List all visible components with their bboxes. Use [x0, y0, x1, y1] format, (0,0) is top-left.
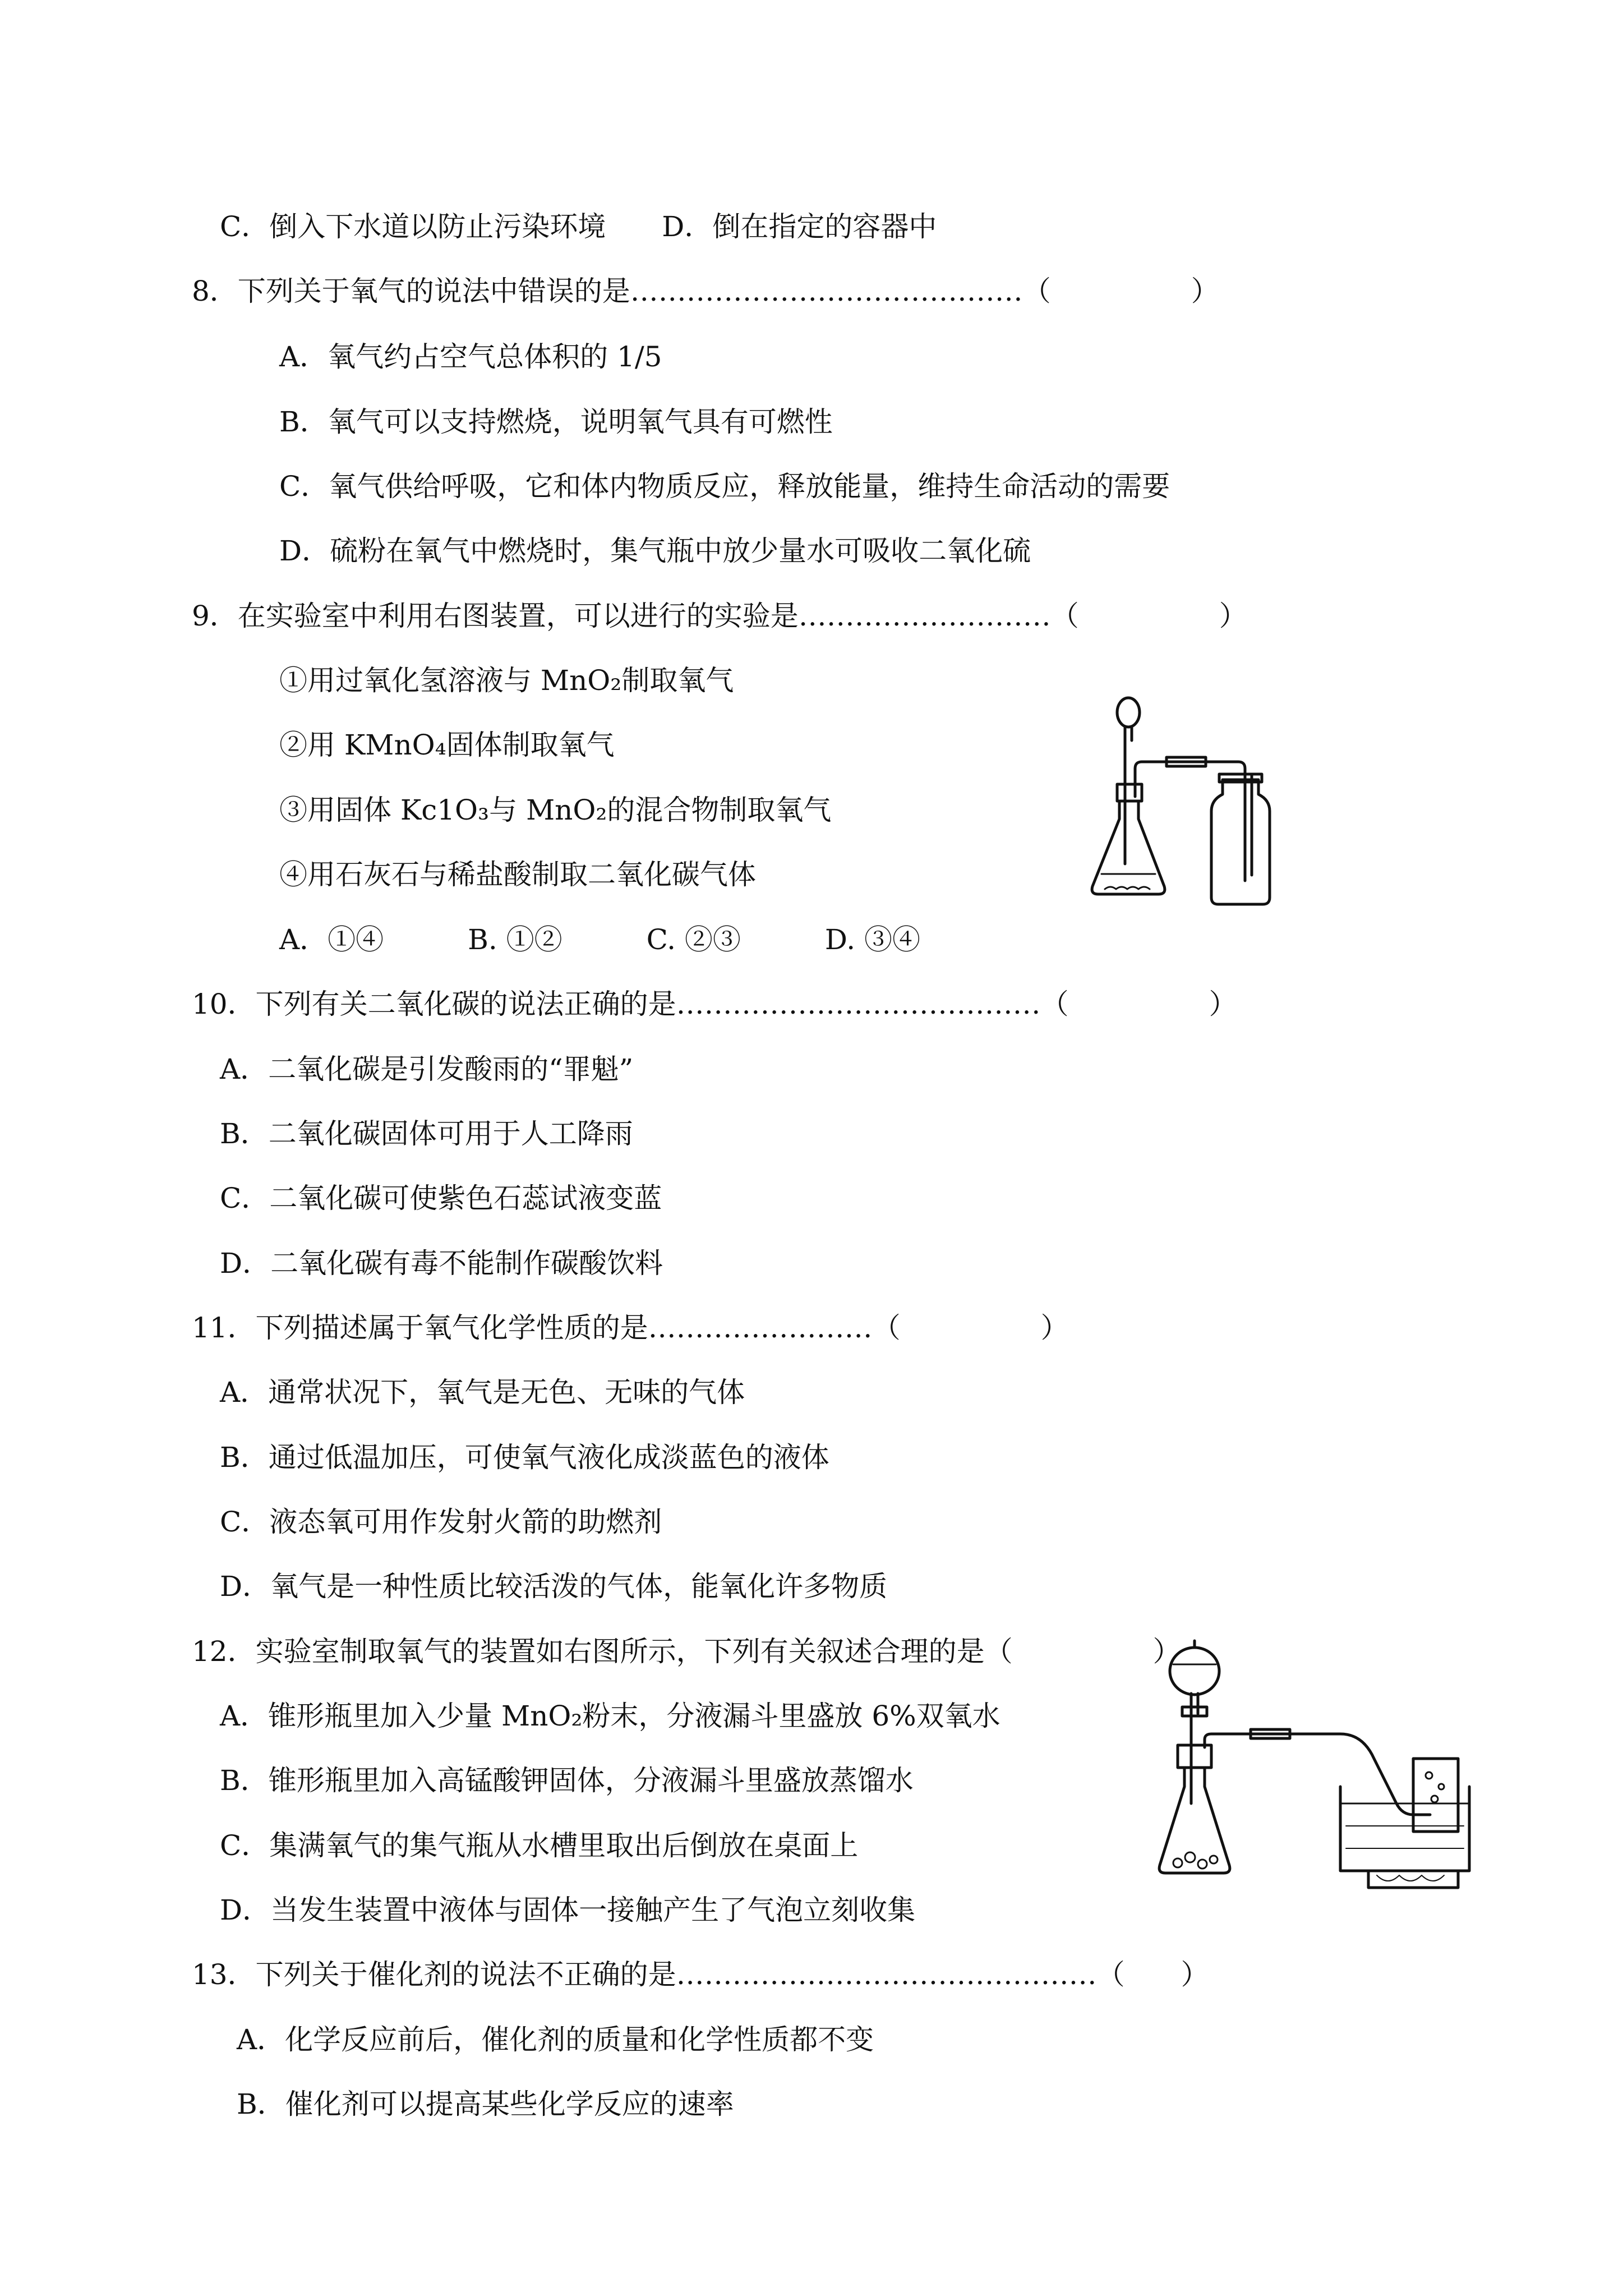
- question-11-stem: 11．下列描述属于氧气化学性质的是……………………（ ）: [192, 1312, 1069, 1344]
- question-12-option-d: D．当发生装置中液体与固体一接触产生了气泡立刻收集: [220, 1894, 916, 1926]
- question-8-option-d: D．硫粉在氧气中燃烧时，集气瓶中放少量水可吸收二氧化硫: [279, 535, 1031, 567]
- flask-stopper: [1178, 1745, 1211, 1768]
- question-9-item-1: ①用过氧化氢溶液与 MnO₂制取氧气: [279, 664, 734, 697]
- question-9-item-3: ③用固体 Kc1O₃与 MnO₂的混合物制取氧气: [279, 794, 832, 826]
- water-trough: [1340, 1787, 1469, 1871]
- question-12-option-c: C．集满氧气的集气瓶从水槽里取出后倒放在桌面上: [220, 1829, 859, 1862]
- question-12-option-b: B．锥形瓶里加入高锰酸钾固体，分液漏斗里盛放蒸馏水: [220, 1764, 914, 1797]
- separatory-funnel-bulb: [1170, 1648, 1219, 1695]
- q12-apparatus-drawing: [1155, 1635, 1481, 1899]
- q9-apparatus-drawing: [1088, 696, 1290, 914]
- question-8-option-c: C．氧气供给呼吸，它和体内物质反应，释放能量，维持生命活动的需要: [279, 470, 1170, 503]
- delivery-tube: [1205, 1734, 1430, 1815]
- flask-stopper: [1117, 784, 1142, 801]
- question-13-stem: 13．下列关于催化剂的说法不正确的是………………………………………（ ）: [192, 1958, 1209, 1991]
- question-9-stem: 9．在实验室中利用右图装置，可以进行的实验是………………………（ ）: [192, 600, 1247, 632]
- question-8-option-b: B．氧气可以支持燃烧，说明氧气具有可燃性: [279, 406, 833, 438]
- question-9-item-4: ④用石灰石与稀盐酸制取二氧化碳气体: [279, 858, 756, 891]
- question-12-stem: 12．实验室制取氧气的装置如右图所示，下列有关叙述合理的是（ ）: [192, 1635, 1181, 1668]
- question-9-item-2: ②用 KMnO₄固体制取氧气: [279, 729, 615, 761]
- funnel-bulb: [1117, 698, 1140, 727]
- gas-collecting-bottle: [1211, 780, 1270, 904]
- question-11-option-d: D．氧气是一种性质比较活泼的气体，能氧化许多物质: [220, 1570, 888, 1603]
- conical-flask: [1092, 801, 1165, 894]
- stopcock: [1182, 1707, 1207, 1716]
- question-11-option-c: C．液态氧可用作发射火箭的助燃剂: [220, 1506, 662, 1538]
- question-10-option-b: B．二氧化碳固体可用于人工降雨: [220, 1117, 633, 1150]
- question-11-option-a: A．通常状况下，氧气是无色、无味的气体: [220, 1376, 745, 1409]
- question-11-option-b: B．通过低温加压，可使氧气液化成淡蓝色的液体: [220, 1441, 829, 1474]
- question-8-option-a: A．氧气约占空气总体积的 1/5: [279, 341, 662, 373]
- question-10-option-c: C．二氧化碳可使紫色石蕊试液变蓝: [220, 1182, 662, 1214]
- question-13-option-a: A．化学反应前后，催化剂的质量和化学性质都不变: [237, 2023, 874, 2056]
- q9-apparatus-figure: [1088, 696, 1290, 914]
- question-10-stem: 10．下列有关二氧化碳的说法正确的是…………………………………（ ）: [192, 988, 1237, 1020]
- question-10-option-a: A．二氧化碳是引发酸雨的“罪魁”: [220, 1053, 634, 1085]
- question-12-option-a: A．锥形瓶里加入少量 MnO₂粉末，分液漏斗里盛放 6%双氧水: [220, 1700, 1000, 1732]
- bottle-stopper: [1219, 774, 1262, 782]
- question-13-option-b: B．催化剂可以提高某些化学反应的速率: [237, 2088, 734, 2120]
- q12-apparatus-figure: [1155, 1635, 1481, 1899]
- question-10-option-d: D．二氧化碳有毒不能制作碳酸饮料: [220, 1247, 663, 1280]
- question-7-option-c-d: C．倒入下水道以防止污染环境 D．倒在指定的容器中: [220, 210, 937, 243]
- question-9-options: A．①④ B. ①② C. ②③ D. ③④: [279, 923, 920, 956]
- question-8-stem: 8．下列关于氧气的说法中错误的是……………………………………（ ）: [192, 275, 1219, 307]
